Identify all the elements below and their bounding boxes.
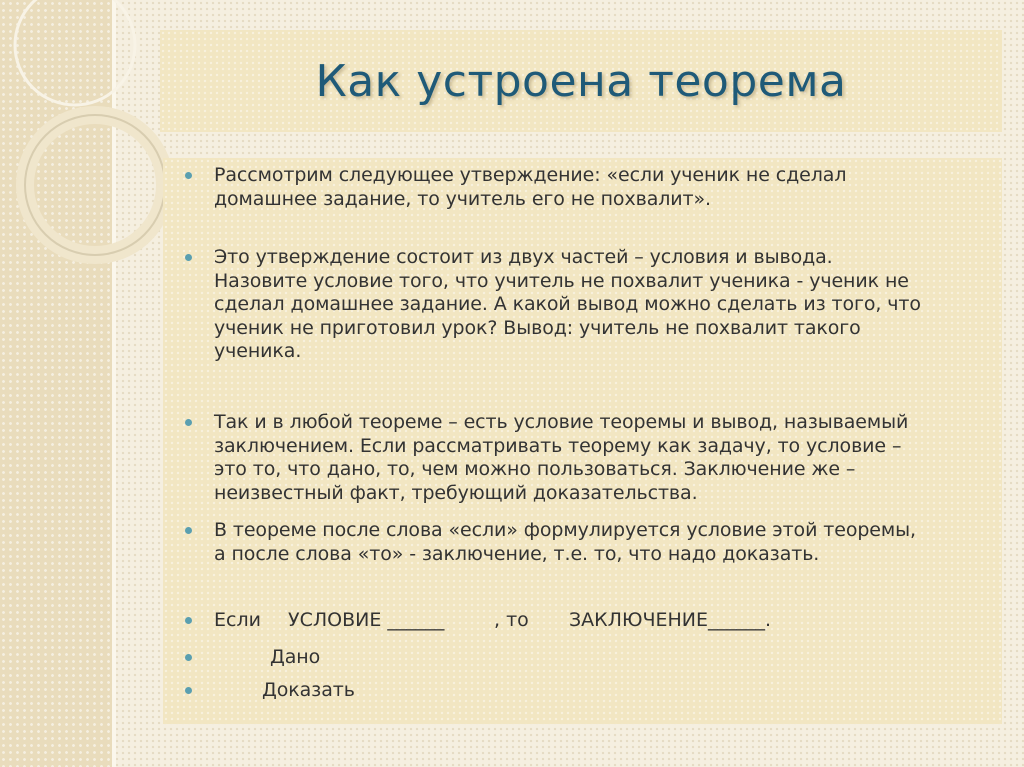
bullet-dot-icon [185, 419, 192, 426]
formula-item [185, 609, 985, 633]
bullet-text: Это утверждение состоит из двух частей – условия и вывода. Назовите условие того, что учитель не похвалит ученика - ученик не сделал домашнее задание. А какой вывод можно сделать из того, что ученик не приготовил урок? Вывод: учитель не похвалит такого ученика. [214, 246, 921, 362]
bullet-item [185, 411, 985, 505]
formula-condition: УСЛОВИЕ ______ [288, 609, 445, 631]
bullet-dot-icon [185, 617, 192, 624]
prove-item [185, 679, 985, 703]
content-panel [163, 158, 1002, 724]
prove-label: Доказать [262, 679, 355, 701]
given-label: Дано [270, 646, 321, 668]
slide-title: Как устроена теорема [315, 55, 847, 107]
bullet-text: Так и в любой теореме – есть условие теоремы и вывод, называемый заключением. Если рассматривать теорему как задачу, то условие – это то, что дано, то, чем можно пользоваться. Заключение же – неизвестный факт, требующий доказательства. [214, 411, 909, 504]
formula-if-word: Если [214, 609, 261, 631]
bullet-item [185, 519, 985, 566]
bullet-item [185, 246, 985, 364]
bullet-dot-icon [185, 172, 192, 179]
bullet-dot-icon [185, 654, 192, 661]
bullet-text: В теореме после слова «если» формулируется условие этой теоремы, а после слова «то» - заключение, т.е. то, что надо доказать. [214, 519, 916, 565]
formula-then-word: , то [494, 609, 529, 631]
title-band [160, 30, 1002, 132]
bullet-dot-icon [185, 527, 192, 534]
bullet-text: Рассмотрим следующее утверждение: «если ученик не сделал домашнее задание, то учитель его не похвалит». [214, 164, 847, 210]
bullet-item [185, 164, 985, 211]
bullet-dot-icon [185, 254, 192, 261]
given-item [185, 646, 985, 670]
ring-top [15, 0, 135, 105]
formula-line [214, 609, 914, 633]
formula-conclusion: ЗАКЛЮЧЕНИЕ______. [569, 609, 772, 631]
ring-middle-outline [25, 115, 165, 255]
bullet-dot-icon [185, 687, 192, 694]
